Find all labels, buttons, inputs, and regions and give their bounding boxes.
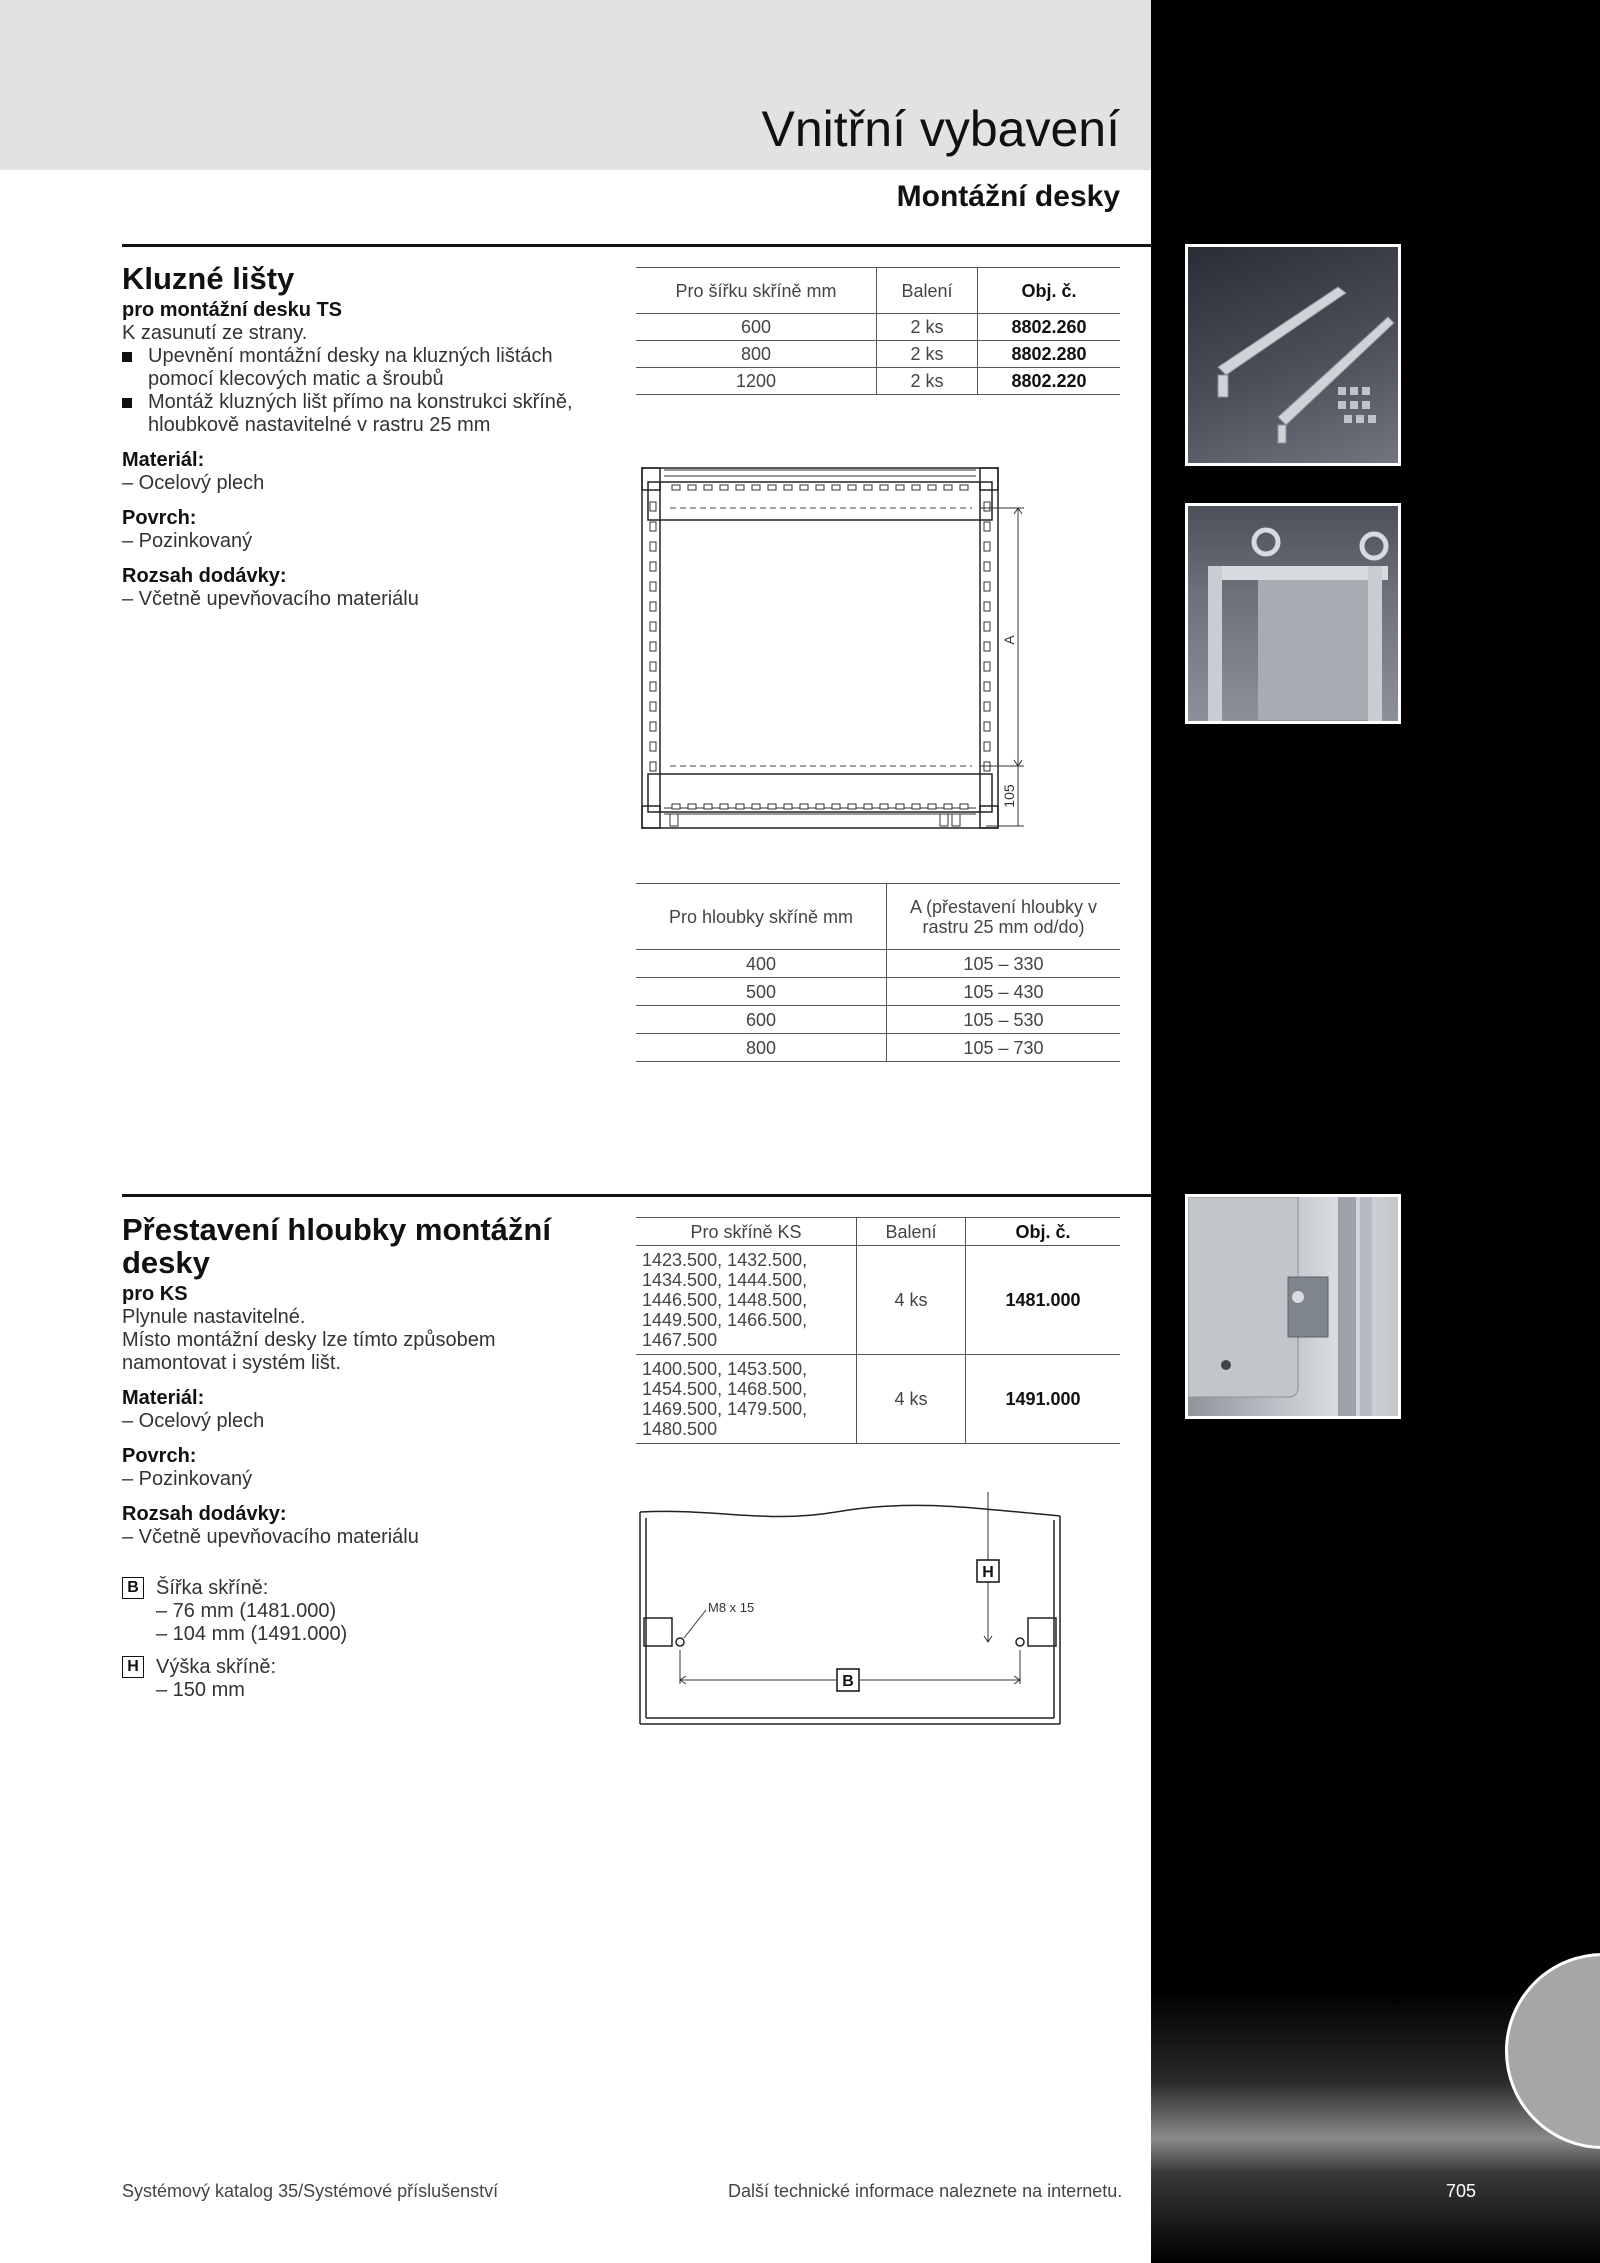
dimension-105-label: 105 (1001, 784, 1017, 808)
table-header: A (přestavení hloubky v rastru 25 mm od/do) (887, 884, 1121, 950)
section-divider (122, 244, 1151, 247)
intro-text: K zasunutí ze strany. (122, 322, 308, 344)
table-cell: 600 (636, 314, 877, 341)
table-row (636, 1355, 1120, 1444)
table-cell: 4 ks (857, 1246, 966, 1355)
table-cell: 4 ks (857, 1355, 966, 1444)
surface-label: Povrch: (122, 1445, 197, 1467)
legend-h-line: – 150 mm (156, 1679, 245, 1701)
section-text (122, 299, 602, 611)
ks-order-table (636, 1217, 1120, 1444)
material-value: – Ocelový plech (122, 472, 265, 494)
table-cell: 8802.280 (978, 341, 1121, 368)
product-photo-bracket (1185, 1194, 1401, 1419)
b-marker-label: B (842, 1673, 854, 1690)
bullet-item: Upevnění montážní desky na kluzných lištách pomocí klecových matic a šroubů (122, 345, 602, 391)
table-row (636, 950, 1120, 978)
scope-value: – Včetně upevňovacího materiálu (122, 588, 419, 610)
section-text (122, 1283, 602, 1702)
legend-h-label: Výška skříně: (156, 1656, 277, 1678)
table-cell: 1423.500, 1432.500, 1434.500, 1444.500, 1446.500, 1448.500, 1449.500, 1466.500, 1467.500 (636, 1246, 857, 1355)
table-row (636, 314, 1120, 341)
table-cell: 1400.500, 1453.500, 1454.500, 1468.500, 1469.500, 1479.500, 1480.500 (636, 1355, 857, 1444)
table-header: Obj. č. (966, 1218, 1121, 1246)
table-row (636, 1246, 1120, 1355)
legend-b-line: – 76 mm (1481.000) (156, 1600, 337, 1622)
page-number: 705 (1446, 2181, 1477, 2201)
surface-value: – Pozinkovaný (122, 530, 253, 552)
table-cell: 2 ks (877, 368, 978, 395)
footer-info: Další technické informace naleznete na internetu. (728, 2181, 1123, 2201)
material-label: Materiál: (122, 1387, 205, 1409)
table-cell: 1481.000 (966, 1246, 1121, 1355)
table-header: Pro šířku skříně mm (636, 268, 877, 314)
order-table (636, 267, 1120, 395)
bullet-item: Montáž kluzných lišt přímo na konstrukci skříně, hloubkově nastavitelné v rastru 25 mm (122, 391, 602, 437)
scope-label: Rozsah dodávky: (122, 565, 287, 587)
table-cell: 800 (636, 341, 877, 368)
table-cell: 105 – 530 (887, 1006, 1121, 1034)
table-cell: 8802.260 (978, 314, 1121, 341)
legend-h (122, 1656, 602, 1702)
legend-b (122, 1577, 602, 1646)
table-header: Obj. č. (978, 268, 1121, 314)
table-row (636, 1034, 1120, 1062)
table-header: Pro hloubky skříně mm (636, 884, 887, 950)
table-cell: 2 ks (877, 341, 978, 368)
table-cell: 105 – 330 (887, 950, 1121, 978)
table-cell: 1200 (636, 368, 877, 395)
product-photo-cabinet (1185, 503, 1401, 724)
table-header: Pro skříně KS (636, 1218, 857, 1246)
scope-label: Rozsah dodávky: (122, 1503, 287, 1525)
dimension-a-label: A (1001, 635, 1017, 645)
table-row (636, 368, 1120, 395)
section-divider (122, 1194, 1151, 1197)
section-title: Přestavení hloubky montážní desky (122, 1212, 551, 1280)
table-cell: 500 (636, 978, 887, 1006)
table-header: Balení (877, 268, 978, 314)
section-title: Kluzné lišty (122, 261, 295, 296)
legend-h-letter: H (122, 1656, 144, 1678)
table-cell: 800 (636, 1034, 887, 1062)
material-value: – Ocelový plech (122, 1410, 265, 1432)
legend-b-label: Šířka skříně: (156, 1577, 269, 1599)
table-row (636, 341, 1120, 368)
surface-label: Povrch: (122, 507, 197, 529)
footer-catalog: Systémový katalog 35/Systémové příslušenství (122, 2181, 499, 2201)
section-subtitle: pro KS (122, 1283, 188, 1305)
intro-text: Místo montážní desky lze tímto způsobem namontovat i systém lišt. (122, 1329, 496, 1374)
scope-value: – Včetně upevňovacího materiálu (122, 1526, 419, 1548)
table-cell: 400 (636, 950, 887, 978)
product-photo-rails (1185, 244, 1401, 466)
legend-b-line: – 104 mm (1491.000) (156, 1623, 348, 1645)
h-marker-label: H (982, 1564, 994, 1581)
page-title: Vnitřní vybavení (761, 101, 1120, 157)
rail-drawing (634, 462, 1034, 842)
legend-b-letter: B (122, 1577, 144, 1599)
table-header: Balení (857, 1218, 966, 1246)
bolt-size-label: M8 x 15 (708, 1600, 755, 1615)
depth-adjust-drawing (636, 1488, 1076, 1730)
section-subtitle: pro montážní desku TS (122, 299, 343, 321)
table-cell: 2 ks (877, 314, 978, 341)
table-cell: 105 – 430 (887, 978, 1121, 1006)
table-row (636, 1006, 1120, 1034)
table-cell: 600 (636, 1006, 887, 1034)
surface-value: – Pozinkovaný (122, 1468, 253, 1490)
depth-table (636, 883, 1120, 1062)
material-label: Materiál: (122, 449, 205, 471)
table-cell: 1491.000 (966, 1355, 1121, 1444)
table-row (636, 978, 1120, 1006)
table-cell: 105 – 730 (887, 1034, 1121, 1062)
page-subtitle: Montážní desky (896, 180, 1120, 213)
intro-text: Plynule nastavitelné. (122, 1306, 306, 1328)
table-cell: 8802.220 (978, 368, 1121, 395)
